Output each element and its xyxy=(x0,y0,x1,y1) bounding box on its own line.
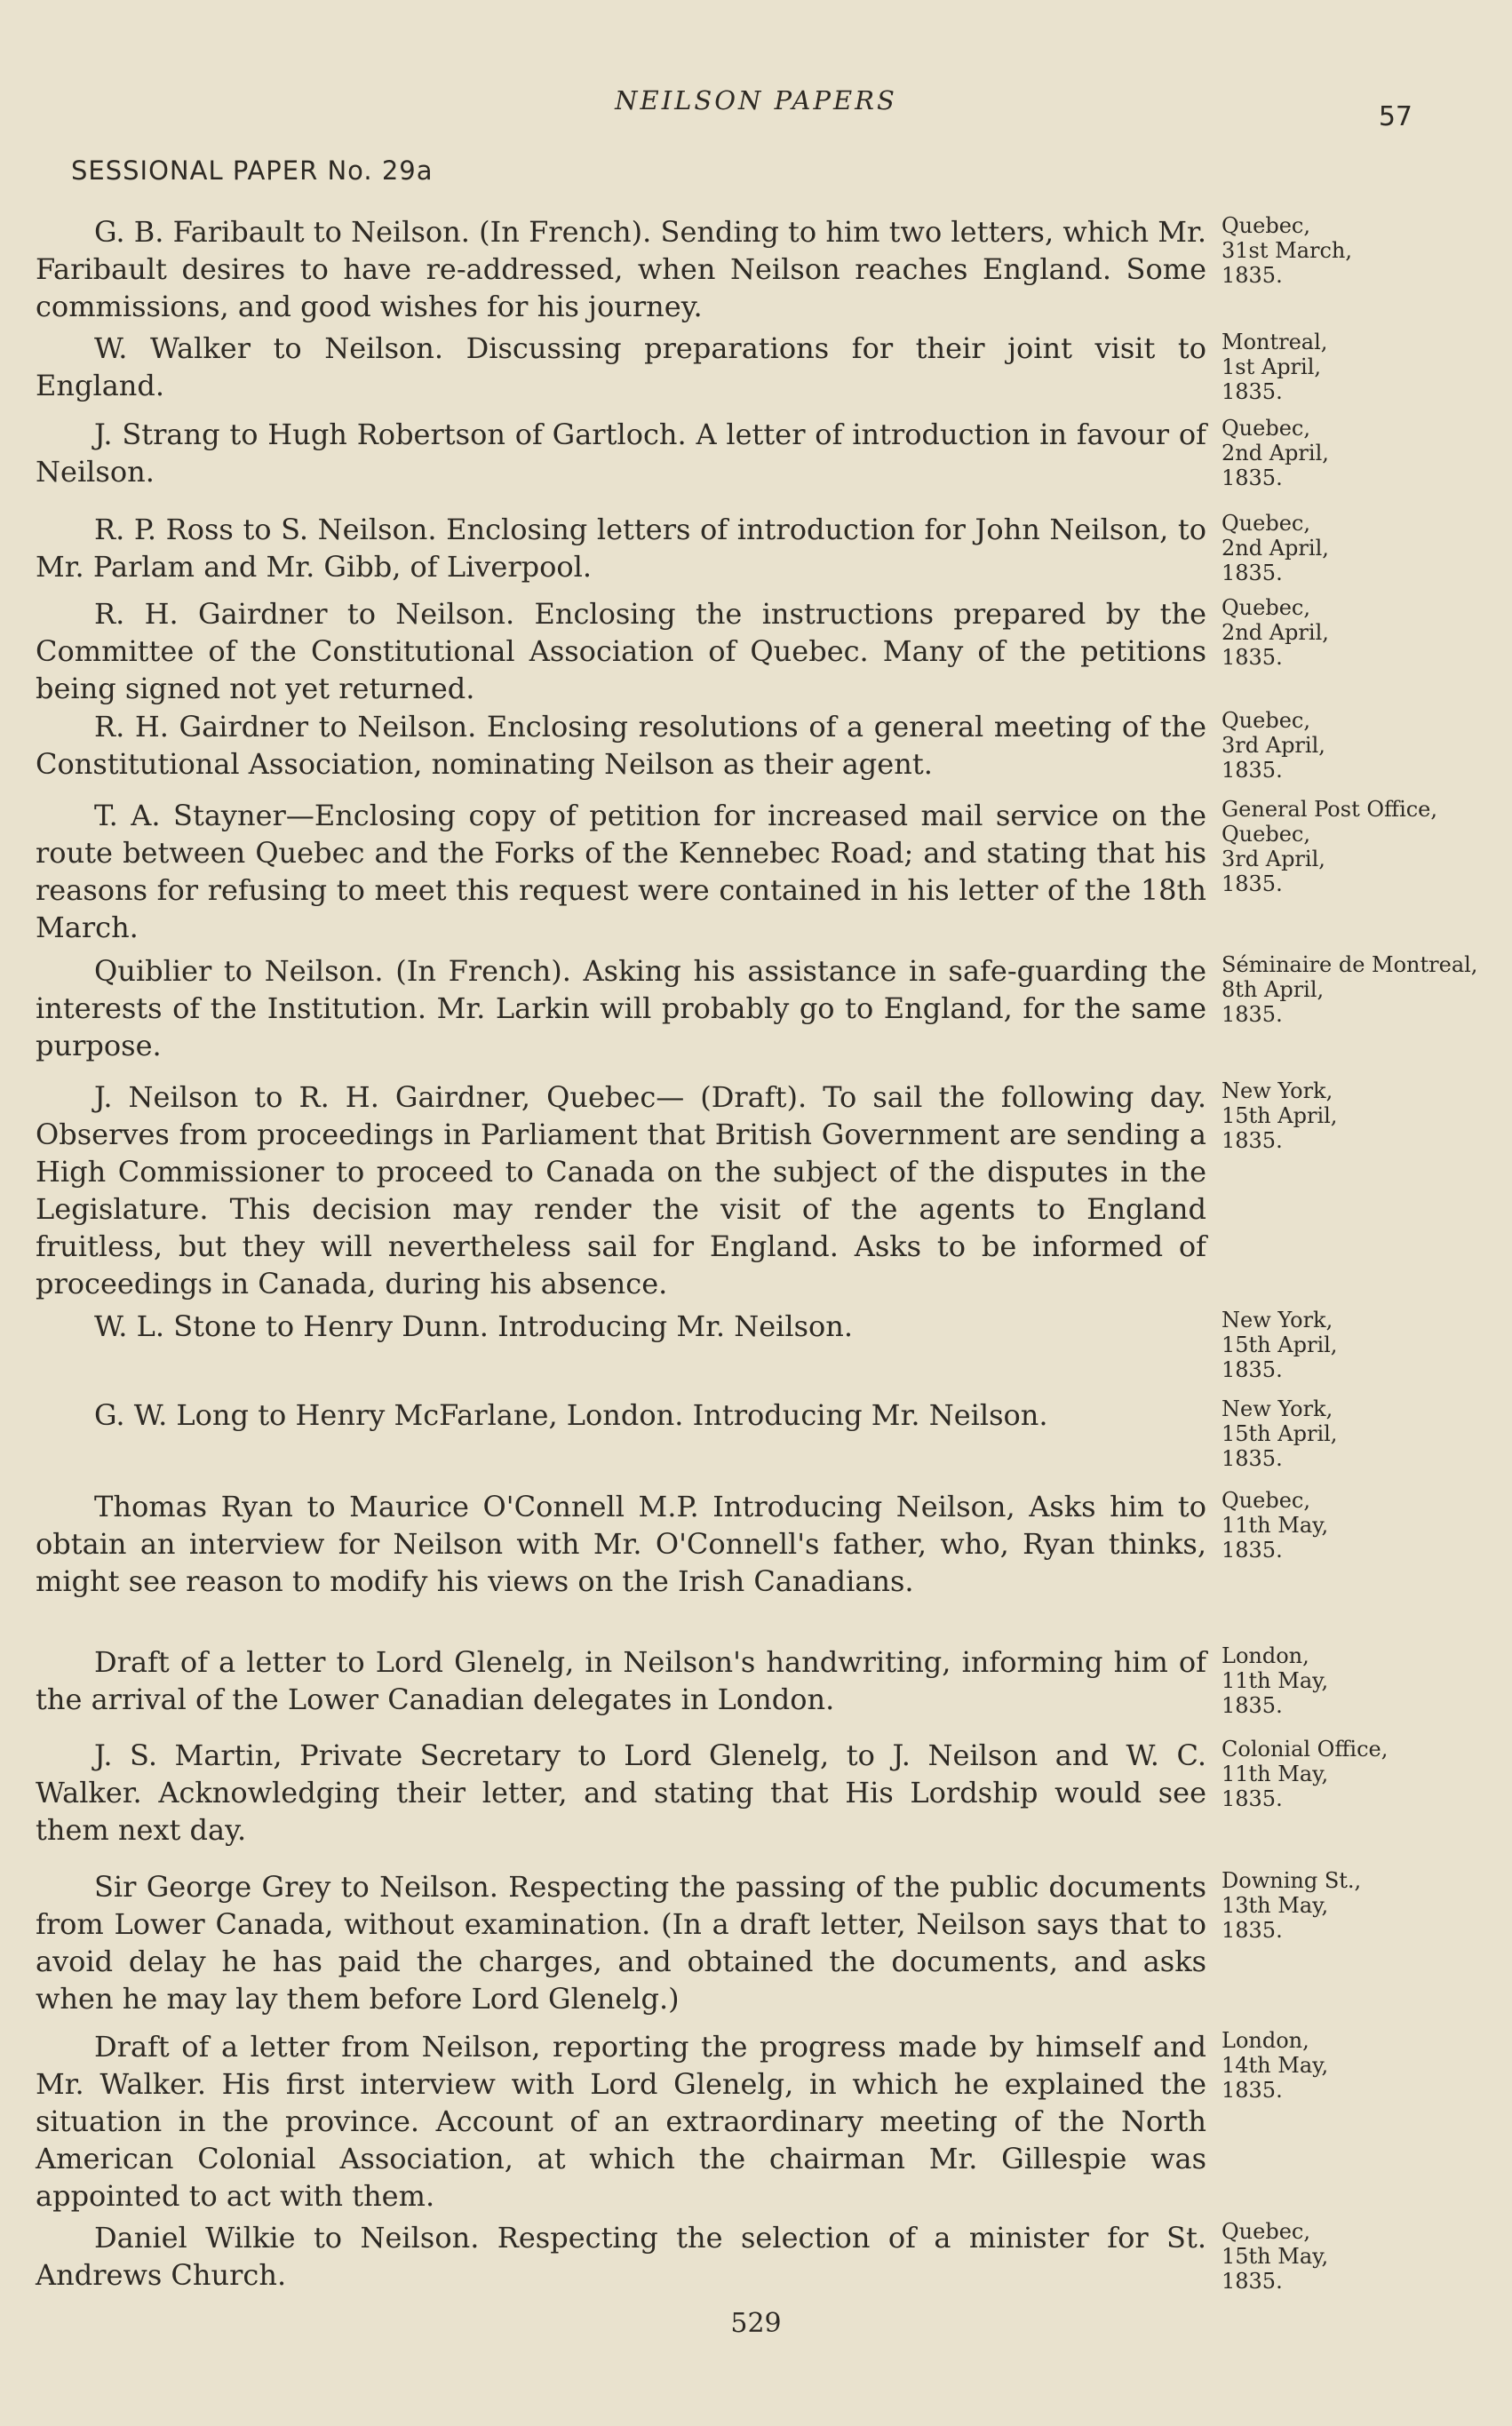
entry-text: R. H. Gairdner to Neilson. Enclosing the instructions prepared by the Committee of the Constitutional Association of Quebec. Many of the petitions being signed not yet returned. xyxy=(36,597,1206,705)
entry-marginal-note xyxy=(1222,797,1488,896)
running-title: NEILSON PAPERS xyxy=(615,85,897,115)
entry-marginal-note xyxy=(1222,1488,1488,1563)
entry-date: 15th April, xyxy=(1222,1332,1338,1357)
entry-place: New York, xyxy=(1222,1308,1333,1332)
entry-year: 1835. xyxy=(1222,2269,1283,2294)
entry-date: 2nd April, xyxy=(1222,620,1329,645)
folio-number: 529 xyxy=(730,2308,782,2339)
entry-place: Quebec, xyxy=(1222,708,1310,733)
entry-text: G. W. Long to Henry McFarlane, London. Introducing Mr. Neilson. xyxy=(94,1398,1048,1432)
entry-text: Sir George Grey to Neilson. Respecting the passing of the public documents from Lower Canada, without examination. (In a draft letter, Neilson says that to avoid delay he has paid the charges, and obtained the documents, and asks when he may lay them before Lord Glenelg.) xyxy=(36,1870,1206,2016)
entry-year: 1835. xyxy=(1222,1786,1283,1811)
entry-text: R. P. Ross to S. Neilson. Enclosing letters of introduction for John Neilson, to Mr. Parlam and Mr. Gibb, of Liverpool. xyxy=(36,513,1206,584)
entry-date: 14th May, xyxy=(1222,2053,1329,2078)
entry-marginal-note xyxy=(1222,2028,1488,2103)
entry-place: Quebec, xyxy=(1222,2219,1310,2244)
entry-place: London, xyxy=(1222,2028,1309,2053)
entry-date: 15th April, xyxy=(1222,1103,1338,1128)
entry-text: W. L. Stone to Henry Dunn. Introducing Mr. Neilson. xyxy=(94,1309,854,1343)
entry-year: 1835. xyxy=(1222,379,1283,404)
entry-text: Daniel Wilkie to Neilson. Respecting the selection of a minister for St. Andrews Church. xyxy=(36,2221,1206,2292)
entry-marginal-note xyxy=(1222,952,1488,1027)
page-number: 57 xyxy=(1378,101,1413,132)
entry-date: 2nd April, xyxy=(1222,441,1329,465)
entry-date: 13th May, xyxy=(1222,1893,1329,1918)
entry-text: T. A. Stayner—Enclosing copy of petition for increased mail service on the route between Quebec and the Forks of the Kennebec Road; and stating that his reasons for refusing to meet this request were contained in his letter of the 18th March. xyxy=(36,799,1206,944)
entry-marginal-note xyxy=(1222,330,1488,404)
entry-marginal-note xyxy=(1222,2219,1488,2294)
entry-text: J. S. Martin, Private Secretary to Lord Glenelg, to J. Neilson and W. C. Walker. Acknowledging their letter, and stating that His Lordship would see them next day. xyxy=(36,1738,1206,1847)
entry-text: Draft of a letter to Lord Glenelg, in Neilson's handwriting, informing him of the arrival of the Lower Canadian delegates in London. xyxy=(36,1645,1206,1716)
entry-date: 15th April, xyxy=(1222,1421,1338,1446)
sessional-paper-label: SESSIONAL PAPER No. 29a xyxy=(71,155,434,186)
entry-marginal-note xyxy=(1222,213,1488,288)
entry-year: 1835. xyxy=(1222,758,1283,783)
entry-year: 1835. xyxy=(1222,561,1283,585)
entry-marginal-note xyxy=(1222,1308,1488,1382)
entry-date: 11th May, xyxy=(1222,1513,1329,1538)
entry-date: 1st April, xyxy=(1222,354,1322,379)
entry-place: New York, xyxy=(1222,1078,1333,1103)
entry-place: Séminaire de Montreal, xyxy=(1222,952,1478,977)
entry-text: J. Neilson to R. H. Gairdner, Quebec— (Draft). To sail the following day. Observes from proceedings in Parliament that British Government are sending a High Commissioner to proceed to Canada on the subject of the disputes in the Legislature. This decision may render the visit of the agents to England fruitless, but they will nevertheless sail for England. Asks to be informed of proceedings in Canada, during his absence. xyxy=(36,1080,1206,1300)
entry-date: 8th April, xyxy=(1222,977,1325,1002)
entry-year: 1835. xyxy=(1222,1538,1283,1563)
entry-text: Quiblier to Neilson. (In French). Asking his assistance in safe-guarding the interests of the Institution. Mr. Larkin will probably go to England, for the same purpose. xyxy=(36,954,1206,1062)
entry-text: J. Strang to Hugh Robertson of Gartloch. A letter of introduction in favour of Neilson. xyxy=(36,418,1206,489)
entry-marginal-note xyxy=(1222,595,1488,670)
entry-year: 1835. xyxy=(1222,1002,1283,1027)
entry-marginal-note xyxy=(1222,1643,1488,1718)
entry-place: General Post Office, Quebec, xyxy=(1222,797,1438,847)
entry-marginal-note xyxy=(1222,416,1488,490)
entry-date: 3rd April, xyxy=(1222,733,1325,758)
entry-text: Draft of a letter from Neilson, reporting the progress made by himself and Mr. Walker. His first interview with Lord Glenelg, in which he explained the situation in the province. Account of an extraordinary meeting of the North American Colonial Association, at which the chairman Mr. Gillespie was appointed to act with them. xyxy=(36,2030,1206,2213)
entry-date: 3rd April, xyxy=(1222,847,1325,871)
entry-year: 1835. xyxy=(1222,465,1283,490)
entry-year: 1835. xyxy=(1222,2078,1283,2103)
entry-date: 31st March, xyxy=(1222,238,1353,263)
entry-date: 15th May, xyxy=(1222,2244,1329,2269)
entry-text: W. Walker to Neilson. Discussing preparations for their joint visit to England. xyxy=(36,331,1206,402)
entry-place: Quebec, xyxy=(1222,1488,1310,1513)
entry-marginal-note xyxy=(1222,1868,1488,1943)
entry-year: 1835. xyxy=(1222,1128,1283,1153)
entry-year: 1835. xyxy=(1222,645,1283,670)
entry-text: R. H. Gairdner to Neilson. Enclosing resolutions of a general meeting of the Constitutional Association, nominating Neilson as their agent. xyxy=(36,710,1206,781)
entry-place: Quebec, xyxy=(1222,511,1310,536)
entry-date: 2nd April, xyxy=(1222,536,1329,561)
entry-year: 1835. xyxy=(1222,1918,1283,1943)
entry-year: 1835. xyxy=(1222,871,1283,896)
entry-place: Quebec, xyxy=(1222,213,1310,238)
entry-place: Quebec, xyxy=(1222,416,1310,441)
entry-place: Quebec, xyxy=(1222,595,1310,620)
entry-date: 11th May, xyxy=(1222,1668,1329,1693)
entry-year: 1835. xyxy=(1222,1357,1283,1382)
entry-place: Montreal, xyxy=(1222,330,1328,354)
entry-marginal-note xyxy=(1222,1737,1488,1811)
entry-marginal-note xyxy=(1222,708,1488,783)
entry-place: Colonial Office, xyxy=(1222,1737,1389,1762)
entry-marginal-note xyxy=(1222,1396,1488,1471)
entry-marginal-note xyxy=(1222,1078,1488,1153)
entry-year: 1835. xyxy=(1222,1693,1283,1718)
entry-text: G. B. Faribault to Neilson. (In French). Sending to him two letters, which Mr. Faribault desires to have re-addressed, when Neilson reaches England. Some commissions, and good wishes for his journey. xyxy=(36,215,1206,323)
entry-year: 1835. xyxy=(1222,263,1283,288)
entry-place: Downing St., xyxy=(1222,1868,1362,1893)
entry-place: New York, xyxy=(1222,1396,1333,1421)
entry-text: Thomas Ryan to Maurice O'Connell M.P. Introducing Neilson, Asks him to obtain an interview for Neilson with Mr. O'Connell's father, who, Ryan thinks, might see reason to modify his views on the Irish Canadians. xyxy=(36,1490,1206,1598)
entry-year: 1835. xyxy=(1222,1446,1283,1471)
entry-place: London, xyxy=(1222,1643,1309,1668)
entry-marginal-note xyxy=(1222,511,1488,585)
entry-date: 11th May, xyxy=(1222,1762,1329,1786)
